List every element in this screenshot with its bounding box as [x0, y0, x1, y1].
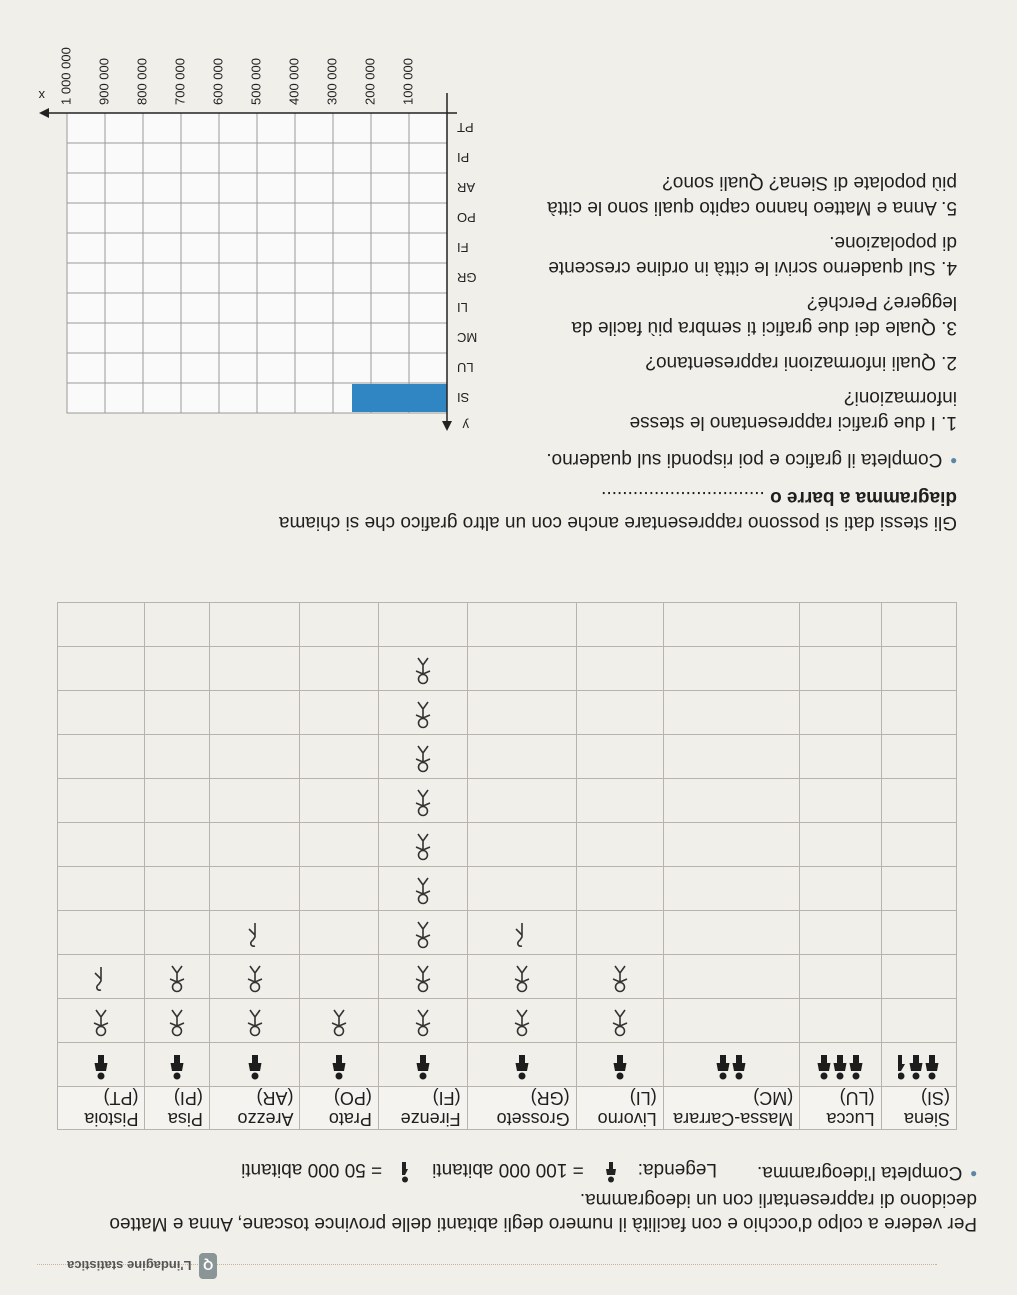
printed-cell: [300, 1043, 378, 1087]
drawn-person-icon: [510, 1004, 534, 1037]
bars-instruction: • Completa il grafico e poi rispondi sul quaderno.: [546, 448, 957, 470]
ideogram-cell[interactable]: [145, 823, 209, 867]
category-label: FI: [457, 240, 469, 255]
drawn-person-icon: [510, 960, 534, 993]
ideogram-cell[interactable]: [145, 779, 209, 823]
person-icon: [612, 1049, 628, 1080]
question-item: 3. Quale dei due grafici ti sembra più facile da leggere? Perché?: [571, 292, 957, 338]
x-tick-label: 800 000: [134, 58, 150, 105]
ideogram-cell[interactable]: [209, 911, 300, 955]
ideogram-cell[interactable]: [663, 911, 800, 955]
ideogram-cell[interactable]: [58, 955, 145, 999]
x-tick-label: 600 000: [210, 58, 226, 105]
ideogram-cell[interactable]: [209, 823, 300, 867]
ideogram-cell[interactable]: [300, 647, 378, 691]
drawn-person-icon: [165, 960, 189, 993]
ideogram-cell[interactable]: [300, 999, 378, 1043]
x-tick-label: 700 000: [172, 58, 188, 105]
ideogram-hand-row: [58, 779, 957, 823]
printed-cell: [881, 1043, 956, 1087]
ideogram-hand-row: [58, 867, 957, 911]
ideogram-cell[interactable]: [881, 867, 956, 911]
province-header: Massa-Carrara (MC): [663, 1087, 800, 1130]
ideogram-cell[interactable]: [467, 603, 576, 647]
person-icon: [731, 1049, 747, 1080]
question-list: [537, 160, 957, 435]
x-tick-label: 900 000: [96, 58, 112, 105]
printed-cell: [58, 1043, 145, 1087]
ideogram-cell[interactable]: [300, 735, 378, 779]
drawn-person-icon: [411, 740, 435, 773]
ideogram-cell[interactable]: [209, 691, 300, 735]
question-item: 5. Anna e Matteo hanno capito quali sono le città più popolate di Siena? Quali sono?: [547, 172, 957, 218]
ideogram-cell[interactable]: [300, 955, 378, 999]
person-icon: [816, 1049, 832, 1080]
bar-si: [352, 384, 447, 412]
ideogram-cell[interactable]: [378, 911, 467, 955]
drawn-half-person-icon: [245, 916, 265, 949]
x-axis-arrow-icon: [39, 108, 49, 118]
ideogram-cell[interactable]: [58, 779, 145, 823]
drawn-person-icon: [411, 784, 435, 817]
category-label: SI: [457, 390, 470, 405]
ideogram-cell[interactable]: [663, 955, 800, 999]
ideogram-cell[interactable]: [467, 691, 576, 735]
ideogram-cell[interactable]: [209, 999, 300, 1043]
ideogram-cell[interactable]: [663, 735, 800, 779]
ideogram-cell[interactable]: [145, 955, 209, 999]
ideogram-cell[interactable]: [58, 823, 145, 867]
ideogram-cell[interactable]: [378, 691, 467, 735]
province-header: Arezzo (AR): [209, 1087, 300, 1130]
ideogram-cell[interactable]: [145, 735, 209, 779]
answer-blank[interactable]: ...............................: [601, 487, 765, 508]
ideogram-cell[interactable]: [378, 603, 467, 647]
ideogram-cell[interactable]: [378, 999, 467, 1043]
ideogram-cell[interactable]: [300, 691, 378, 735]
ideogram-cell[interactable]: [58, 911, 145, 955]
person-icon: [924, 1049, 940, 1080]
drawn-person-icon: [411, 1004, 435, 1037]
ideogram-cell[interactable]: [663, 999, 800, 1043]
province-header: Prato (PO): [300, 1087, 378, 1130]
printed-cell: [467, 1043, 576, 1087]
ideogram-cell[interactable]: [467, 867, 576, 911]
ideogram-cell[interactable]: [881, 999, 956, 1043]
drawn-person-icon: [243, 1004, 267, 1037]
ideogram-cell[interactable]: [209, 647, 300, 691]
ideogram-cell[interactable]: [800, 955, 881, 999]
ideogram-cell[interactable]: [881, 779, 956, 823]
ideogram-cell[interactable]: [800, 735, 881, 779]
ideogram-cell[interactable]: [209, 867, 300, 911]
printed-cell: [145, 1043, 209, 1087]
ideogram-cell[interactable]: [209, 603, 300, 647]
section-tag: [67, 1251, 217, 1281]
ideogram-header-row: [58, 1087, 957, 1130]
y-axis-label: y: [462, 418, 469, 433]
ideogram-cell[interactable]: [881, 603, 956, 647]
drawn-person-icon: [411, 916, 435, 949]
drawn-person-icon: [411, 872, 435, 905]
ideogram-cell[interactable]: [145, 911, 209, 955]
ideogram-cell[interactable]: [800, 779, 881, 823]
ideogram-cell[interactable]: [467, 647, 576, 691]
ideogram-hand-row: [58, 823, 957, 867]
ideogram-cell[interactable]: [576, 779, 663, 823]
province-header: Firenze (FI): [378, 1087, 467, 1130]
ideogram-cell[interactable]: [576, 867, 663, 911]
ideogram-cell[interactable]: [576, 735, 663, 779]
province-header: Pisa (PI): [145, 1087, 209, 1130]
ideogram-cell[interactable]: [300, 823, 378, 867]
ideogram-cell[interactable]: [300, 911, 378, 955]
ideogram-cell[interactable]: [663, 779, 800, 823]
ideogram-hand-row: [58, 647, 957, 691]
ideogram-cell[interactable]: [300, 779, 378, 823]
ideogram-cell[interactable]: [145, 647, 209, 691]
ideogram-cell[interactable]: [881, 647, 956, 691]
person-icon: [331, 1049, 347, 1080]
ideogram-cell[interactable]: [576, 603, 663, 647]
x-axis-label: x: [38, 88, 45, 103]
ideogram-cell[interactable]: [800, 911, 881, 955]
ideogram-cell[interactable]: [576, 999, 663, 1043]
intro-text: Per vedere a colpo d'occhio e con facilità il numero degli abitanti delle province toscane, Anna e Matteo decidono di rappresentarli con un ideogramma.: [109, 1189, 977, 1234]
category-label: MC: [457, 330, 478, 345]
ideogram-hand-row: [58, 603, 957, 647]
ideogram-hand-row: [58, 911, 957, 955]
category-label: AR: [457, 180, 476, 195]
province-header: Pistoia (PT): [58, 1087, 145, 1130]
drawn-person-icon: [608, 960, 632, 993]
drawn-person-icon: [165, 1004, 189, 1037]
drawn-person-icon: [89, 1004, 113, 1037]
ideogram-cell[interactable]: [881, 911, 956, 955]
ideogram-cell[interactable]: [881, 955, 956, 999]
province-header: Siena (SI): [881, 1087, 956, 1130]
ideogram-cell[interactable]: [145, 999, 209, 1043]
person-icon: [832, 1049, 848, 1080]
drawn-person-icon: [411, 828, 435, 861]
ideogram-cell[interactable]: [145, 603, 209, 647]
person-icon: [93, 1049, 109, 1080]
drawn-person-icon: [327, 1004, 351, 1037]
ideogram-cell[interactable]: [576, 955, 663, 999]
ideogram-cell[interactable]: [663, 603, 800, 647]
ideogram-cell[interactable]: [881, 735, 956, 779]
ideogram-cell[interactable]: [378, 823, 467, 867]
ideogram-cell[interactable]: [58, 603, 145, 647]
x-tick-label: 100 000: [400, 58, 416, 105]
ideogram-printed-row: [58, 1043, 957, 1087]
person-icon: [514, 1049, 530, 1080]
ideogram-cell[interactable]: [300, 867, 378, 911]
ideogram-cell[interactable]: [467, 823, 576, 867]
printed-cell: [209, 1043, 300, 1087]
category-label: PO: [457, 210, 476, 225]
person-icon: [169, 1049, 185, 1080]
section-title: L'indagine statistica: [67, 1258, 192, 1274]
ideogram-cell[interactable]: [576, 823, 663, 867]
drawn-person-icon: [411, 960, 435, 993]
drawn-half-person-icon: [512, 916, 532, 949]
ideogram-cell[interactable]: [378, 647, 467, 691]
person-icon: [715, 1049, 731, 1080]
ideogram-cell[interactable]: [378, 735, 467, 779]
ideogram-hand-row: [58, 735, 957, 779]
ideogram-cell[interactable]: [209, 779, 300, 823]
half-person-icon: [402, 1155, 412, 1183]
category-label: LU: [457, 360, 474, 375]
ideogram-cell[interactable]: [209, 735, 300, 779]
legend-label: Legenda:: [637, 1159, 717, 1180]
printed-cell: [663, 1043, 800, 1087]
ideogram-hand-row: [58, 691, 957, 735]
ideogram-cell[interactable]: [58, 691, 145, 735]
ideogram-cell[interactable]: [800, 823, 881, 867]
drawn-person-icon: [411, 652, 435, 685]
ideogram-hand-row: [58, 999, 957, 1043]
ideogram-cell[interactable]: [663, 823, 800, 867]
drawn-person-icon: [608, 1004, 632, 1037]
person-icon: [848, 1049, 864, 1080]
person-icon: [415, 1049, 431, 1080]
drawn-person-icon: [411, 696, 435, 729]
ideogram-cell[interactable]: [209, 955, 300, 999]
ideogram-cell[interactable]: [58, 867, 145, 911]
ideogram-cell[interactable]: [800, 999, 881, 1043]
person-icon: [604, 1155, 618, 1183]
ideogram-cell[interactable]: [467, 911, 576, 955]
ideogram-cell[interactable]: [800, 603, 881, 647]
ideogram-cell[interactable]: [881, 823, 956, 867]
x-tick-label: 200 000: [362, 58, 378, 105]
question-item: 4. Sul quaderno scrivi le città in ordine crescente di popolazione.: [548, 232, 957, 278]
drawn-half-person-icon: [91, 960, 111, 993]
x-tick-label: 500 000: [248, 58, 264, 105]
printed-cell: [378, 1043, 467, 1087]
ideogram-cell[interactable]: [467, 999, 576, 1043]
legend: [241, 1155, 717, 1183]
person-icon: [247, 1049, 263, 1080]
province-header: Grosseto (GR): [467, 1087, 576, 1130]
ideogram-cell[interactable]: [300, 603, 378, 647]
province-header: Lucca (LU): [800, 1087, 881, 1130]
ideogram-cell[interactable]: [576, 691, 663, 735]
ideogram-cell[interactable]: [378, 779, 467, 823]
bars-text: Gli stessi dati si possono rappresentare anche con un altro grafico che si chiama diagramma a barre o ...............................: [278, 487, 957, 533]
ideogram-cell[interactable]: [467, 735, 576, 779]
ideogram-cell[interactable]: [800, 647, 881, 691]
printed-cell: [576, 1043, 663, 1087]
category-label: PT: [457, 120, 474, 135]
ideogram-cell[interactable]: [800, 867, 881, 911]
question-item: 1. I due grafici rappresentano le stesse informazioni?: [629, 387, 957, 433]
category-label: LI: [457, 300, 468, 315]
section-logo: Q: [199, 1253, 217, 1279]
ideogram-cell[interactable]: [576, 911, 663, 955]
ideogram-cell[interactable]: [58, 735, 145, 779]
ideogram-table: [57, 602, 957, 1130]
bars-term: diagramma a barre o: [770, 487, 957, 508]
ideogram-cell[interactable]: [663, 647, 800, 691]
drawn-person-icon: [243, 960, 267, 993]
ideogram-cell[interactable]: [378, 867, 467, 911]
legend-half-text: = 50 000 abitanti: [241, 1159, 383, 1180]
category-label: PI: [457, 150, 470, 165]
legend-full-text: = 100 000 abitanti: [432, 1159, 584, 1180]
province-header: Livorno (LI): [576, 1087, 663, 1130]
ideogram-cell[interactable]: [145, 691, 209, 735]
ideogram-cell[interactable]: [800, 691, 881, 735]
ideogram-cell[interactable]: [881, 691, 956, 735]
ideogram-cell[interactable]: [58, 647, 145, 691]
bar-chart: [37, 23, 497, 433]
x-tick-label: 1 000 000: [58, 47, 74, 105]
question-item: 2. Quali informazioni rappresentano?: [645, 352, 957, 373]
person-icon: [908, 1049, 924, 1080]
x-tick-label: 400 000: [286, 58, 302, 105]
ideogram-cell[interactable]: [663, 867, 800, 911]
ideogram-cell[interactable]: [58, 999, 145, 1043]
half-person-icon: [898, 1049, 908, 1080]
ideogram-hand-row: [58, 955, 957, 999]
category-label: GR: [457, 270, 477, 285]
x-tick-label: 300 000: [324, 58, 340, 105]
ideogram-instruction: • Completa l'ideogramma.: [757, 1161, 977, 1183]
printed-cell: [800, 1043, 881, 1087]
ideogram-cell[interactable]: [378, 955, 467, 999]
ideogram-cell[interactable]: [467, 955, 576, 999]
ideogram-cell[interactable]: [145, 867, 209, 911]
ideogram-cell[interactable]: [663, 691, 800, 735]
ideogram-cell[interactable]: [576, 647, 663, 691]
y-axis-arrow-icon: [442, 421, 452, 431]
ideogram-cell[interactable]: [467, 779, 576, 823]
